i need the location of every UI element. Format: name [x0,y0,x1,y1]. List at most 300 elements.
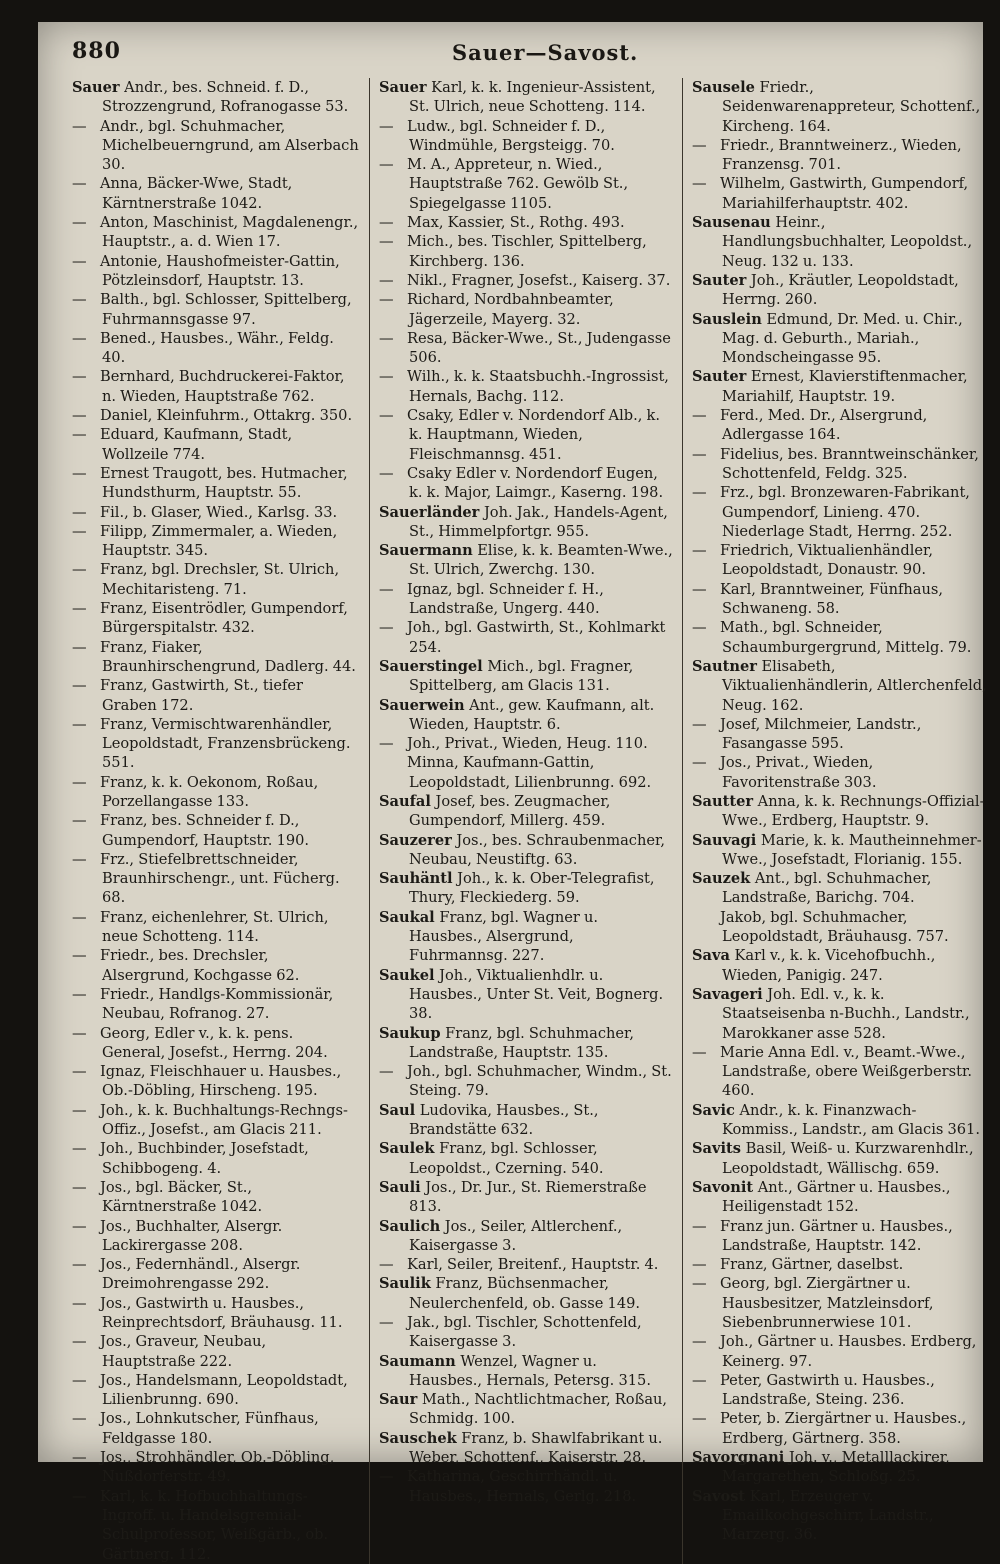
entry-dash: — [72,715,87,733]
entry-text: Franz, bgl. Schuhmacher, Landstraße, Hauptstr. 135. [409,1024,635,1061]
directory-entry [379,1274,673,1313]
directory-entry [72,638,360,677]
directory-entry [379,155,673,213]
entry-text: Friedr., Branntweinerz., Wieden, Franzensg. 701. [720,136,962,174]
entry-text: Andr., bes. Schneid. f. D., Strozzengrund, Rofranogasse 53. [102,79,349,116]
directory-entry [72,1371,360,1410]
directory-entry [692,1217,987,1256]
entry-text: Joh., k. k. Buchhaltungs-Rechngs-Offiz., Josefst., am Glacis 211. [100,1101,348,1139]
entry-dash: — [692,1256,707,1274]
entry-text: Max, Kassier, St., Rothg. 493. [407,214,625,232]
entry-text: Franz, Gastwirth, St., tiefer Graben 172. [100,677,304,714]
running-head [72,38,987,68]
entry-text: Minna, Kaufmann-Gattin, Leopoldstadt, Lilienbrunng. 692. [407,754,652,791]
entry-text: Franz, Büchsenmacher, Neulerchenfeld, ob. Gasse 149. [409,1275,641,1312]
entry-dash: — [379,1256,394,1274]
entry-dash: — [72,175,87,193]
directory-entry [379,831,673,870]
entry-text: Franz, bgl. Wagner u. Hausbes., Alsergrund, Fuhrmannsg. 227. [409,908,599,965]
directory-entry [692,1139,987,1178]
entry-dash: — [379,580,394,598]
entry-dash: — [379,291,394,309]
entry-text: Jos., Privat., Wieden, Favoritenstraße 303. [720,754,877,791]
entry-dash: — [692,1410,707,1428]
directory-entry [379,406,673,464]
directory-entry [692,985,987,1043]
directory-entry [72,522,360,561]
entry-surname: Savic [692,1101,740,1119]
entry-dash: — [72,368,87,386]
directory-entry [692,657,987,715]
directory-entry [72,1487,360,1564]
directory-entry [379,503,673,542]
entry-text: Jak., bgl. Tischler, Schottenfeld, Kaisergasse 3. [407,1314,642,1351]
directory-entry [72,290,360,329]
entry-text: Josef, Milchmeier, Landstr., Fasangasse 595. [720,715,922,753]
entry-text: Csaky Edler v. Nordendorf Eugen, k. k. Major, Laimgr., Kaserng. 198. [407,464,664,502]
entry-text: Bened., Hausbes., Währ., Feldg. 40. [100,329,334,367]
entry-text: Franz, eichenlehrer, St. Ulrich, neue Schotteng. 114. [100,908,329,946]
entry-text: Jos., Gastwirth u. Hausbes., Reinprechtsdorf, Bräuhausg. 11. [100,1294,343,1331]
entry-surname: Savageri [692,985,768,1003]
directory-entry [72,117,360,175]
directory-entry [72,715,360,773]
directory-entry [692,1274,987,1332]
directory-entry [692,483,987,541]
entry-dash: — [72,1140,87,1158]
entry-dash: — [379,735,394,753]
directory-entry [379,618,673,657]
directory-entry [72,425,360,464]
entry-text: Ant., gew. Kaufmann, alt. Wieden, Hauptstr. 6. [409,696,655,733]
entry-text: Ludovika, Hausbes., St., Brandstätte 632. [409,1101,599,1139]
directory-entry [72,811,360,850]
directory-entry [72,773,360,812]
entry-surname: Saufal [379,792,436,810]
entry-text: Georg, bgl. Ziergärtner u. Hausbesitzer, Matzleinsdorf, Siebenbrunnerwiese 101. [720,1275,934,1331]
entry-text: Jos., Buchhalter, Alsergr. Lackirergasse 208. [100,1217,283,1254]
directory-entry [379,1390,673,1429]
entry-text: Jakob, bgl. Schuhmacher, Leopoldstadt, Bräuhausg. 757. [720,908,949,946]
entry-dash: — [379,407,394,425]
directory-entry [379,367,673,406]
entry-surname: Sauhäntl [379,870,458,888]
entry-text: Ignaz, bgl. Schneider f. H., Landstraße, Ungerg. 440. [407,580,604,618]
directory-entry [379,78,673,117]
entry-dash: — [72,214,87,232]
directory-entry [72,367,360,406]
entry-text: Marie, k. k. Mautheinnehmer-Wwe., Josefstadt, Florianig. 155. [722,831,982,868]
entry-dash: — [692,1043,707,1061]
directory-entry [379,1101,673,1140]
entry-surname: Saur [379,1391,422,1409]
entry-dash: — [692,1275,707,1293]
directory-entry [692,1409,987,1448]
directory-entry [72,406,360,425]
entry-surname: Sautner [692,657,762,675]
entry-surname: Sauli [379,1178,426,1196]
entry-text: Basil, Weiß- u. Kurzwarenhdlr., Leopoldstadt, Wällischg. 659. [722,1140,974,1177]
entry-text: Peter, Gastwirth u. Hausbes., Landstraße, Steing. 236. [720,1371,935,1409]
entry-dash: — [72,407,87,425]
directory-entry [379,1062,673,1101]
entry-text: Anna, k. k. Rechnungs-Offizial-Wwe., Erdberg, Hauptstr. 9. [722,792,985,830]
entry-text: Wilh., k. k. Staatsbuchh.-Ingrossist, Hernals, Bachg. 112. [407,368,669,405]
entry-text: Ludw., bgl. Schneider f. D., Windmühle, Bergsteigg. 70. [407,117,615,154]
entry-text: Elise, k. k. Beamten-Wwe., St. Ulrich, Zwerchg. 130. [409,542,673,579]
entry-dash: — [72,638,87,656]
entry-text: Resa, Bäcker-Wwe., St., Judengasse 506. [407,329,671,367]
entry-dash: — [379,214,394,232]
entry-text: Friedr., Seidenwarenappreteur, Schottenf., Kircheng. 164. [722,79,981,135]
entry-text: Joh., Viktualienhdlr. u. Hausbes., Unter St. Veit, Bognerg. 38. [409,966,664,1023]
entry-text: Frz., Stiefelbrettschneider, Braunhirschengr., unt. Fücherg. 68. [100,850,340,907]
entry-text: Bernhard, Buchdruckerei-Faktor, n. Wieden, Hauptstraße 762. [100,368,345,405]
entry-text: Filipp, Zimmermaler, a. Wieden, Hauptstr. 345. [100,522,338,560]
entry-dash: — [692,1333,707,1351]
entry-surname: Sauvagi [692,831,761,849]
entry-text: Joh., bgl. Schuhmacher, Windm., St. Steing. 79. [407,1063,672,1100]
directory-entry [72,850,360,908]
column-left [72,78,360,1564]
entry-dash: — [72,1063,87,1081]
entry-text: Nikl., Fragner, Josefst., Kaiserg. 37. [407,271,671,289]
entry-dash: — [72,1333,87,1351]
entry-dash: — [72,329,87,347]
directory-entry [379,1313,673,1352]
directory-entry [379,753,673,792]
entry-text: Jos., Handelsmann, Leopoldstadt, Lilienbrunng. 690. [100,1371,348,1409]
directory-entry [379,869,673,908]
entry-text: Jos., Seiler, Altlerchenf., Kaisergasse 3. [409,1217,623,1254]
entry-text: Joh., Privat., Wieden, Heug. 110. [407,735,648,753]
directory-entry [692,445,987,484]
entry-text: Franz jun. Gärtner u. Hausbes., Landstraße, Hauptstr. 142. [720,1217,953,1254]
directory-entry [72,1255,360,1294]
entry-dash: — [692,407,707,425]
entry-dash: — [72,1101,87,1119]
entry-surname: Sauer [72,79,125,96]
entry-text: Friedrich, Viktualienhändler, Leopoldstadt, Donaustr. 90. [720,542,934,579]
directory-entry [692,213,987,271]
entry-dash: — [72,812,87,830]
entry-dash: — [692,715,707,733]
entry-dash: — [692,445,707,463]
entry-dash: — [72,947,87,965]
entry-text: Ernest Traugott, bes. Hutmacher, Hundsthurm, Hauptstr. 55. [100,464,348,502]
page-number: 880 [72,38,121,64]
entry-dash: — [379,464,394,482]
entry-text: Csaky, Edler v. Nordendorf Alb., k. k. Hauptmann, Wieden, Fleischmannsg. 451. [407,407,660,463]
entry-surname: Savorgnani [692,1449,789,1467]
entry-dash: — [379,368,394,386]
entry-dash: — [72,464,87,482]
directory-entry [379,734,673,753]
entry-surname: Sauer [379,79,432,96]
entry-text: Ernest, Klavierstiftenmacher, Mariahilf, Hauptstr. 19. [722,368,968,405]
entry-dash: — [72,850,87,868]
entry-text: Ignaz, Fleischhauer u. Hausbes., Ob.-Döbling, Hirscheng. 195. [100,1063,342,1100]
directory-entry [72,1409,360,1448]
entry-text: Katharina, Geschirrhändl. u. Hausbes., Hernals, Gerlg. 218. [407,1468,637,1505]
directory-entry [72,464,360,503]
directory-entry [692,174,987,213]
entry-text: Joh. v., Metalllackirer, Margarethen, Schloßg. 25. [722,1449,950,1486]
directory-entry [379,464,673,503]
directory-entry [72,503,360,522]
entry-text: Karl, k. k. Hofbuchhaltungs-Ingroff. u. Handelsgremial-Schulprofessor, Weißgärb., ob. Gärtnerg. 112. [100,1487,329,1563]
entry-dash: — [72,1024,87,1042]
directory-entry [72,174,360,213]
entry-text: Math., bgl. Schneider, Schaumburgergrund, Mittelg. 79. [720,619,972,656]
directory-entry [692,1371,987,1410]
directory-entry [692,367,987,406]
entry-dash: — [379,1468,394,1486]
directory-entry [379,1467,673,1506]
entry-dash: — [379,233,394,251]
directory-entry [379,1024,673,1063]
directory-entry [72,213,360,252]
entry-text: Balth., bgl. Schlosser, Spittelberg, Fuhrmannsgasse 97. [100,291,352,328]
entry-text: Franz, Eisentrödler, Gumpendorf, Bürgerspitalstr. 432. [100,600,348,637]
entry-text: Ant., bgl. Schuhmacher, Landstraße, Barichg. 704. [722,870,932,907]
directory-entry [379,1139,673,1178]
directory-entry [692,1448,987,1487]
entry-surname: Savonit [692,1178,758,1196]
entry-dash: — [72,1487,87,1505]
entry-dash: — [72,1294,87,1312]
entry-dash: — [379,619,394,637]
entry-text: Karl, Seiler, Breitenf., Hauptstr. 4. [407,1256,659,1274]
directory-entry [692,580,987,619]
entry-text: Jos., bes. Schraubenmacher, Neubau, Neustiftg. 63. [409,831,665,868]
directory-entry [379,213,673,232]
entry-dash: — [379,1314,394,1331]
entry-text: Franz, bgl. Schlosser, Leopoldst., Czerning. 540. [409,1140,604,1177]
entry-text: Joh. Edl. v., k. k. Staatseisenba n-Buchh., Landstr., Marokkaner asse 528. [722,985,970,1042]
directory-entry [72,1294,360,1333]
entry-dash: — [379,1063,394,1081]
directory-entry [692,1101,987,1140]
entry-dash: — [72,985,87,1003]
entry-surname: Sauermann [379,542,478,560]
entry-text: Franz, bes. Schneider f. D., Gumpendorf, Hauptstr. 190. [100,812,310,849]
directory-entry [692,1487,987,1545]
entry-text: Edmund, Dr. Med. u. Chir., Mag. d. Geburth., Mariah., Mondscheingasse 95. [722,310,963,367]
entry-text: Wenzel, Wagner u. Hausbes., Hernals, Petersg. 315. [409,1352,651,1389]
entry-dash: — [379,117,394,135]
entry-dash: — [692,542,707,560]
entry-text: Jos., Graveur, Neubau, Hauptstraße 222. [100,1333,267,1370]
entry-surname: Saumann [379,1352,461,1370]
directory-entry [379,580,673,619]
entry-text: Friedr., bes. Drechsler, Alsergrund, Kochgasse 62. [100,947,300,984]
entry-dash: — [72,1371,87,1389]
entry-text: Heinr., Handlungsbuchhalter, Leopoldst., Neug. 132 u. 133. [722,214,973,270]
entry-dash: — [692,136,707,154]
entry-surname: Sausenau [692,214,776,232]
directory-entry [692,136,987,175]
entry-text: Jos., Lohnkutscher, Fünfhaus, Feldgasse 180. [100,1410,319,1447]
directory-entry [72,1101,360,1140]
directory-entry [379,908,673,966]
entry-surname: Saukel [379,966,440,984]
entry-text: M. A., Appreteur, n. Wied., Hauptstraße 762. Gewölb St., Spiegelgasse 1105. [407,156,629,212]
entry-dash: — [379,156,394,174]
entry-text: Karl, k. k. Ingenieur-Assistent, St. Ulrich, neue Schotteng. 114. [409,79,656,116]
entry-dash: — [72,677,87,695]
entry-surname: Saukup [379,1024,446,1042]
entry-text: Daniel, Kleinfuhrm., Ottakrg. 350. [100,407,353,425]
entry-surname: Sauschek [379,1429,462,1447]
directory-columns [72,78,987,1563]
entry-dash: — [72,600,87,618]
entry-dash: — [692,484,707,502]
entry-text: Frz., bgl. Bronzewaren-Fabrikant, Gumpendorf, Linieng. 470. Niederlage Stadt, Herrng. 252. [720,484,970,540]
entry-surname: Sauerwein [379,696,470,714]
directory-entry [379,232,673,271]
entry-text: Karl, Branntweiner, Fünfhaus, Schwaneng. 58. [720,580,944,618]
entry-text: Marie Anna Edl. v., Beamt.-Wwe., Landstraße, obere Weißgerberstr. 460. [720,1043,972,1100]
entry-dash: — [72,503,87,521]
entry-dash: — [692,619,707,637]
entry-text: Joh., bgl. Gastwirth, St., Kohlmarkt 254. [407,619,666,656]
directory-entry [692,1255,987,1274]
entry-dash: — [692,1371,707,1389]
directory-entry [379,329,673,368]
directory-entry [72,78,360,117]
directory-entry [379,541,673,580]
entry-text: Joh. Jak., Handels-Agent, St., Himmelpfortgr. 955. [409,503,668,540]
entry-dash: — [692,754,707,772]
entry-text: Franz, bgl. Drechsler, St. Ulrich, Mechitaristeng. 71. [100,561,340,598]
directory-entry [72,908,360,947]
entry-dash: — [72,1256,87,1274]
entry-dash: — [72,291,87,309]
entry-surname: Sauter [692,368,751,386]
directory-entry [72,985,360,1024]
entry-text: Jos., bgl. Bäcker, St., Kärntnerstraße 1042. [100,1178,263,1216]
directory-entry [692,1043,987,1101]
entry-surname: Sauzerer [379,831,457,849]
directory-entry [72,1217,360,1256]
directory-entry [379,271,673,290]
entry-dash: — [692,175,707,193]
entry-text: Jos., Dr. Jur., St. Riemerstraße 813. [409,1178,647,1216]
entry-text: Anton, Maschinist, Magdalenengr., Hauptstr., a. d. Wien 17. [100,214,359,251]
entry-dash: — [379,329,394,347]
directory-entry [692,618,987,657]
entry-surname: Saulek [379,1140,440,1158]
directory-entry [692,753,987,792]
directory-entry [379,1255,673,1274]
entry-surname: Sauzek [692,870,755,888]
entry-text: Ferd., Med. Dr., Alsergrund, Adlergasse 164. [720,407,928,444]
directory-entry [692,869,987,908]
entry-text: Jos., Strohhändler, Ob.-Döbling, Nußdorferstr. 49. [100,1449,335,1486]
directory-entry [379,696,673,735]
entry-text: Joh., Kräutler, Leopoldstadt, Herrng. 260. [722,271,959,309]
entry-surname: Savits [692,1140,746,1158]
directory-entry [692,310,987,368]
entry-surname: Sauslein [692,310,767,328]
entry-text: Mich., bgl. Fragner, Spittelberg, am Glacis 131. [409,657,634,695]
directory-entry [72,946,360,985]
entry-text: Elisabeth, Viktualienhändlerin, Altlerchenfeld, Neug. 162. [722,657,987,714]
entry-surname: Sauter [692,271,751,289]
directory-entry [72,329,360,368]
entry-dash: — [72,117,87,135]
entry-text: Friedr., Handlgs-Kommissionär, Neubau, Rofranog. 27. [100,985,334,1023]
directory-entry [692,78,987,136]
entry-text: Math., Nachtlichtmacher, Roßau, Schmidg. 100. [409,1391,668,1428]
entry-dash: — [72,1449,87,1467]
entry-text: Jos., Federnhändl., Alsergr. Dreimohrengasse 292. [100,1256,301,1293]
directory-entry [72,560,360,599]
entry-surname: Sauerstingel [379,657,488,675]
entry-dash: — [72,252,87,270]
directory-entry [379,792,673,831]
entry-text: Andr., k. k. Finanzwach-Kommiss., Landstr., am Glacis 361. [722,1101,980,1139]
column-right [692,78,987,1564]
entry-surname: Saul [379,1101,420,1119]
directory-entry [692,406,987,445]
page-title: Sauer—Savost. [452,40,639,65]
directory-entry [379,117,673,156]
column-middle [379,78,673,1564]
entry-dash: — [379,271,394,289]
entry-text: Franz, Gärtner, daselbst. [720,1256,904,1274]
directory-entry [379,1352,673,1391]
directory-entry [692,1332,987,1371]
directory-entry [692,908,987,947]
entry-text: Richard, Nordbahnbeamter, Jägerzeile, Mayerg. 32. [407,291,614,328]
directory-entry [72,1024,360,1063]
entry-surname: Savost [692,1487,750,1505]
directory-entry [72,599,360,638]
entry-text: Franz, k. k. Oekonom, Roßau, Porzellangasse 133. [100,773,319,810]
directory-entry [72,252,360,291]
entry-text: Eduard, Kaufmann, Stadt, Wollzeile 774. [100,426,293,463]
entry-dash: — [72,1178,87,1196]
directory-entry [72,1448,360,1487]
entry-surname: Saulich [379,1217,445,1235]
entry-surname: Sauerländer [379,503,484,521]
entry-text: Anna, Bäcker-Wwe, Stadt, Kärntnerstraße 1042. [100,175,293,212]
entry-surname: Sava [692,947,735,965]
entry-surname: Sausele [692,79,760,96]
directory-entry [379,1429,673,1468]
directory-entry [379,1217,673,1256]
entry-text: Andr., bgl. Schuhmacher, Michelbeuerngrund, am Alserbach 30. [100,117,359,174]
entry-surname: Saulik [379,1275,436,1293]
entry-text: Franz, b. Shawlfabrikant u. Weber, Schottenf., Kaiserstr. 28. [409,1429,663,1467]
entry-text: Joh., Buchbinder, Josefstadt, Schibbogeng. 4. [100,1140,309,1177]
directory-entry [72,1139,360,1178]
entry-text: Josef, bes. Zeugmacher, Gumpendorf, Millerg. 459. [409,792,611,830]
entry-text: Franz, Fiaker, Braunhirschengrund, Dadlerg. 44. [100,638,356,675]
entry-text: Antonie, Haushofmeister-Gattin, Pötzleinsdorf, Hauptstr. 13. [100,252,340,289]
entry-text: Mich., bes. Tischler, Spittelberg, Kirchberg. 136. [407,233,647,270]
directory-entry [692,715,987,754]
directory-entry [72,1062,360,1101]
entry-dash: — [692,580,707,598]
entry-text: Wilhelm, Gastwirth, Gumpendorf, Mariahilferhauptstr. 402. [720,175,969,212]
directory-entry [692,541,987,580]
entry-dash: — [72,561,87,579]
entry-text: Joh., k. k. Ober-Telegrafist, Thury, Fleckiederg. 59. [409,870,655,907]
entry-dash: — [72,1410,87,1428]
